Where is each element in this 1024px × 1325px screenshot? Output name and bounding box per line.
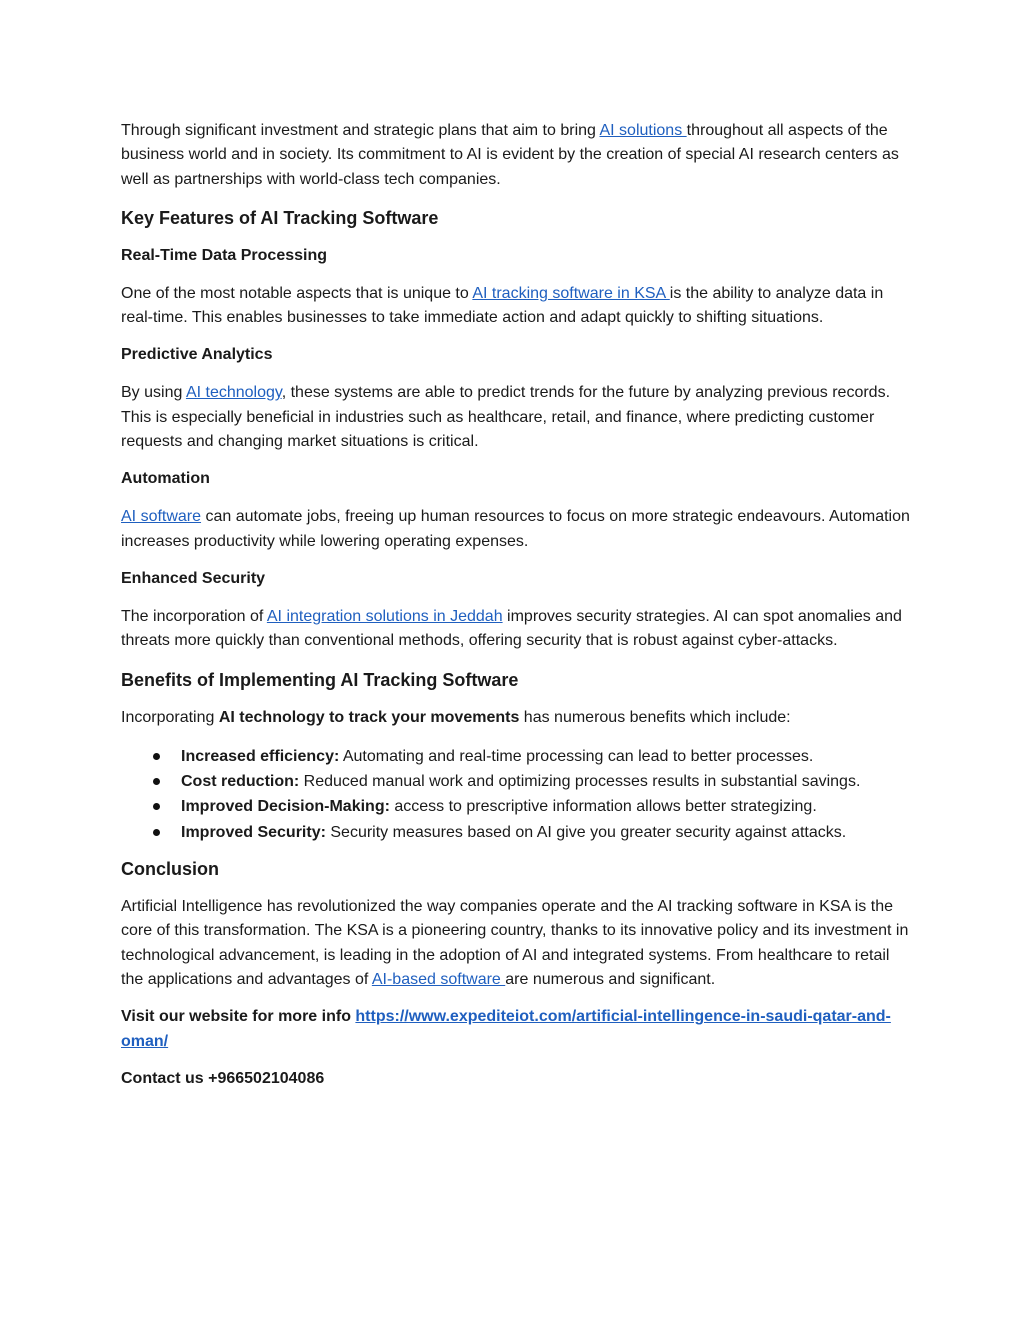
list-item [121,744,911,769]
benefit-text: access to prescriptive information allows better strategizing. [389,798,817,816]
conclusion-paragraph [121,895,911,992]
benefit-text: Reduced manual work and optimizing processes results in substantial savings. [299,773,861,791]
contact-line: Contact us +966502104086 [121,1069,325,1087]
list-item [121,820,911,845]
ai-software-link[interactable]: AI software [121,508,202,526]
predictive-subheading: Predictive Analytics [121,346,273,364]
benefit-label: Improved Decision-Making: [181,798,390,816]
realtime-text-continued: is the ability to analyze data in real-time. This enables businesses to take immediate action and adapt quickly to shifting situations. [121,284,884,327]
bullet-icon [153,829,160,836]
realtime-text: One of the most notable aspects that is unique to [121,284,473,302]
conclusion-text-continued: are numerous and significant. [505,970,716,988]
security-text: The incorporation of [121,607,267,625]
bullet-icon [153,803,160,810]
list-item [121,769,911,794]
bullet-icon [153,753,160,760]
benefits-intro-text: Incorporating [121,708,219,726]
predictive-text: By using [121,384,186,402]
automation-paragraph [121,505,911,554]
security-subheading: Enhanced Security [121,569,266,587]
security-paragraph [121,605,911,654]
benefits-intro-text-continued: has numerous benefits which include: [519,708,791,726]
benefits-intro [121,706,911,730]
benefits-list [121,744,911,845]
ai-integration-jeddah-link[interactable]: AI integration solutions in Jeddah [266,607,503,625]
list-item [121,794,911,819]
visit-label: Visit our website for more info [121,1008,356,1026]
intro-text-continued: throughout all aspects of the business world and in society. Its commitment to AI is evident by the creation of special AI research centers as well as partnerships with world-class tech companies. [121,122,899,188]
bullet-icon [153,778,160,785]
ai-technology-link[interactable]: AI technology [185,384,282,402]
key-features-heading: Key Features of AI Tracking Software [121,207,439,228]
automation-text: can automate jobs, freeing up human resources to focus on more strategic endeavours. Automation increases productivity while lowering operating expenses. [121,508,910,550]
benefit-label: Cost reduction: [181,773,300,791]
ai-based-software-link[interactable]: AI-based software [371,970,506,988]
intro-paragraph [121,119,911,192]
realtime-subheading: Real-Time Data Processing [121,246,328,264]
website-link[interactable]: https://www.expediteiot.com/artificial-intellingence-in-saudi-qatar-and-oman/ [121,1008,891,1050]
ai-solutions-link[interactable]: AI solutions [599,122,687,139]
intro-text: Through significant investment and strategic plans that aim to bring [121,122,600,139]
benefits-heading: Benefits of Implementing AI Tracking Software [121,669,519,690]
benefit-text: Security measures based on AI give you greater security against attacks. [325,823,847,841]
automation-subheading: Automation [121,470,210,488]
document-page [121,119,911,1091]
predictive-text-continued: , these systems are able to predict trends for the future by analyzing previous records. This is especially beneficial in industries such as healthcare, retail, and finance, where predicting customer requests and changing market situations is critical. [121,384,891,451]
security-text-continued: improves security strategies. AI can spot anomalies and threats more quickly than conventional methods, offering security that is robust against cyber-attacks. [121,607,902,650]
conclusion-text: Artificial Intelligence has revolutionized the way companies operate and the AI tracking software in KSA is the core of this transformation. The KSA is a pioneering country, thanks to its innovative policy and its investment in technological advancement, is leading in the adoption of AI and integrated systems. From healthcare to retail the applications and advantages of [121,898,909,988]
benefits-intro-bold: AI technology to track your movements [218,708,520,726]
benefit-text: Automating and real-time processing can lead to better processes. [339,747,814,765]
ai-tracking-ksa-link[interactable]: AI tracking software in KSA [472,284,670,302]
realtime-paragraph [121,282,911,331]
predictive-paragraph [121,381,911,454]
benefit-label: Improved Security: [181,823,326,841]
benefit-label: Increased efficiency: [181,747,340,765]
visit-website-line [121,1005,911,1054]
conclusion-heading: Conclusion [121,859,219,880]
